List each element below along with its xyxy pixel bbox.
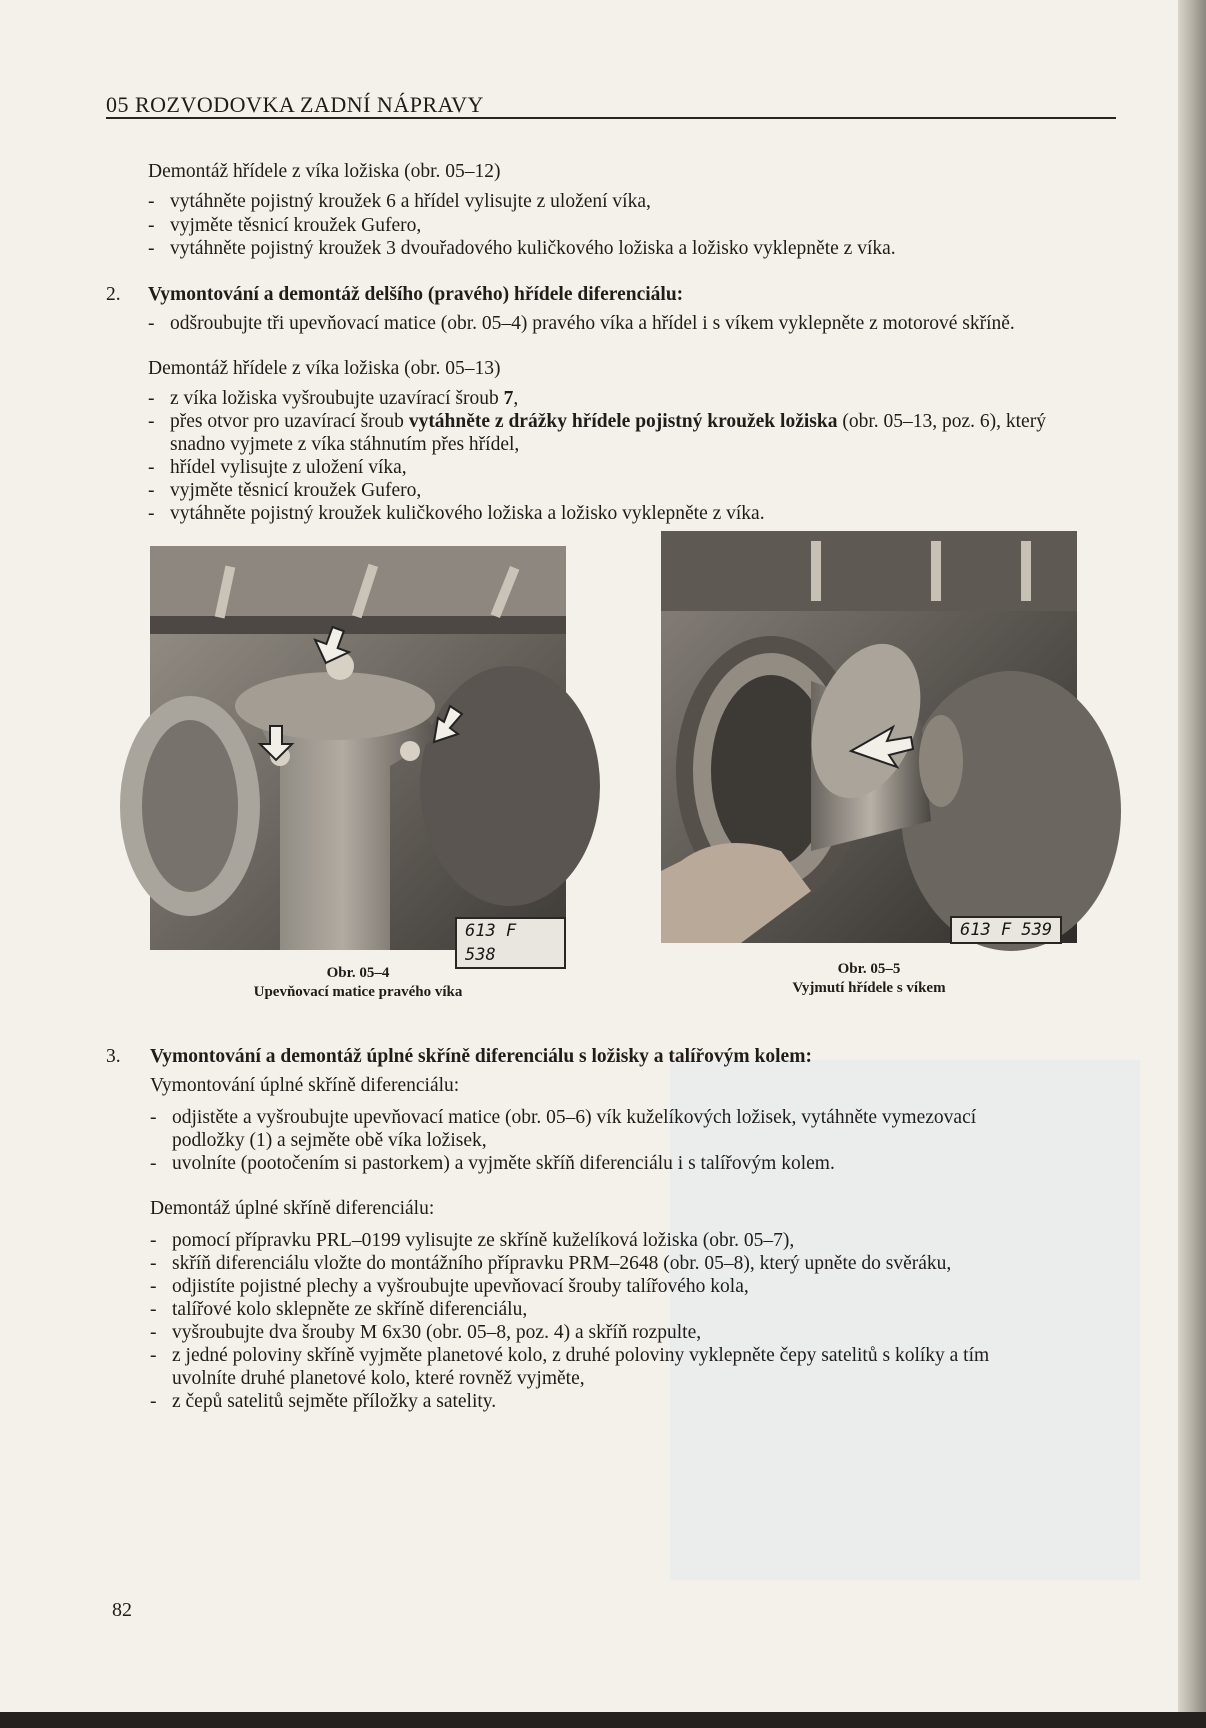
section2-heading: Vymontování a demontáž delšího (pravého) hřídele diferenciálu: [148,284,684,305]
figure-caption-2: Obr. 05–5 Vyjmutí hřídele s víkem [792,961,946,996]
page-header: 05 ROZVODOVKA ZADNÍ NÁPRAVY [106,92,484,117]
scan-border [0,1712,1206,1728]
section3-sub1: Vymontování úplné skříně diferenciálu: [150,1075,460,1096]
section3-number: 3. [106,1046,121,1067]
figure-photo-2 [661,531,1077,943]
background-shading [670,1060,1140,1580]
section3-heading: Vymontování a demontáž úplné skříně diferenciálu s ložisky a talířovým kolem: [150,1046,812,1067]
section2-subheading: Demontáž hřídele z víka ložiska (obr. 05–13) [148,358,501,379]
figure-photo-1 [150,546,566,965]
header-rule [106,117,1116,119]
page-number: 82 [112,1599,132,1621]
figure-caption-1: Obr. 05–4 Upevňovací matice pravého víka [253,965,463,1000]
page-edge [1178,0,1206,1728]
section2-number: 2. [106,284,121,305]
figure-code-tag: 613 F 539 [950,916,1062,944]
section1-subheading: Demontáž hřídele z víka ložiska (obr. 05–12) [148,161,501,182]
figure-code-tag: 613 F 538 [455,917,566,969]
section3-sub2: Demontáž úplné skříně diferenciálu: [150,1198,435,1219]
